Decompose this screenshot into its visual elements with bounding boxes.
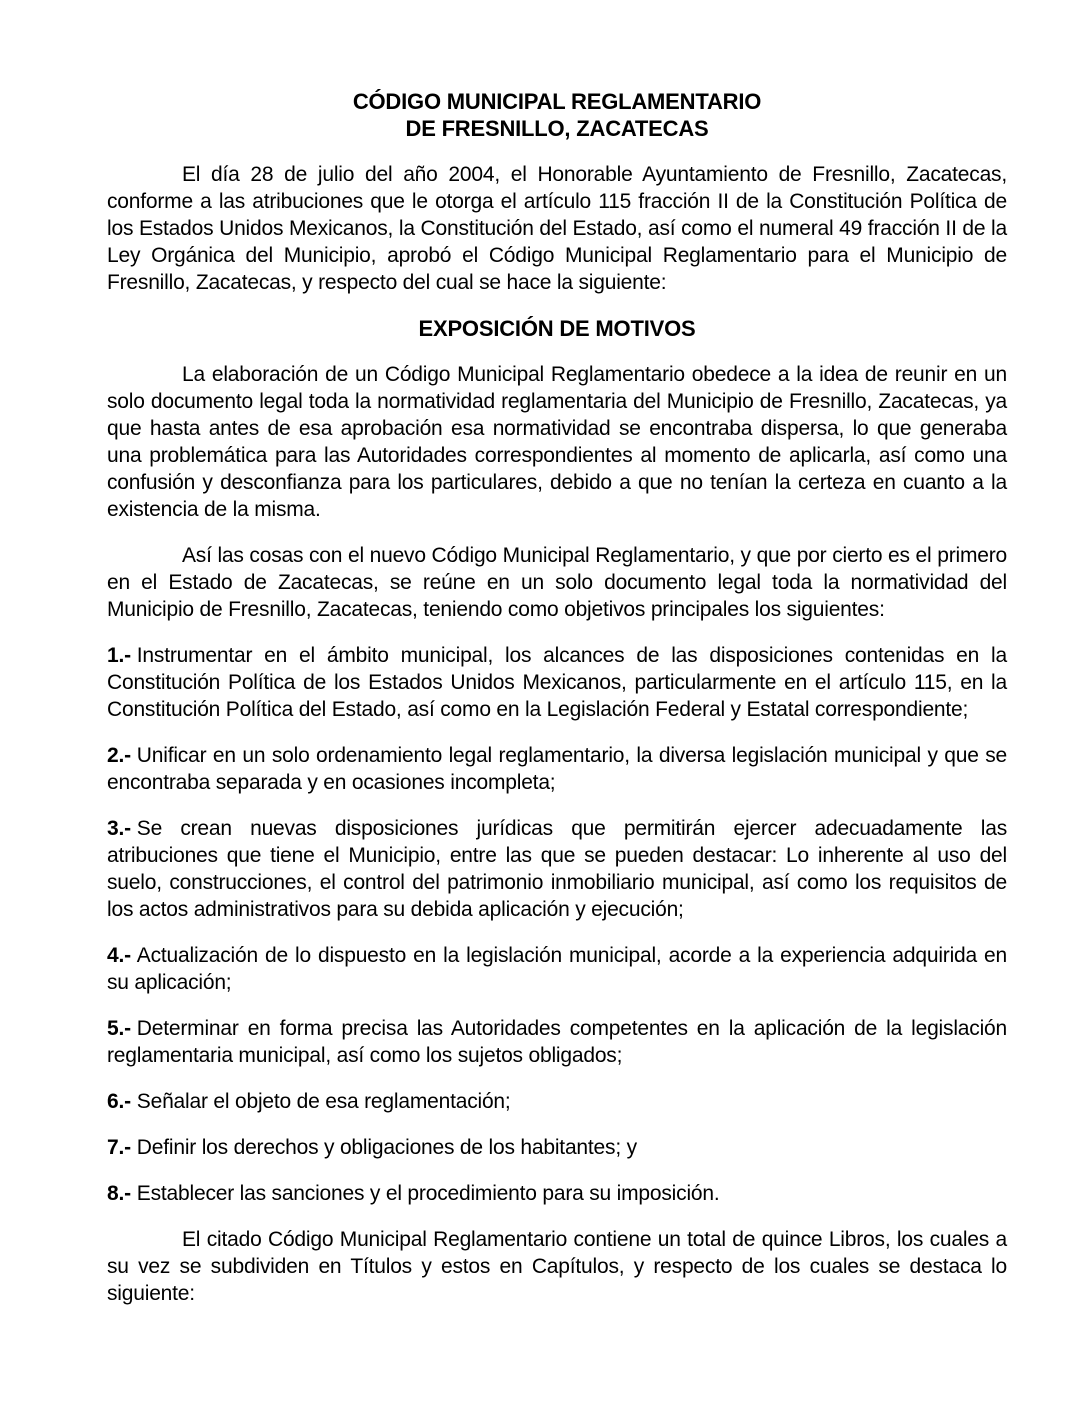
item-3-text: Se crean nuevas disposiciones jurídicas que permitirán ejercer adecuadamente las atribuciones que tiene el Municipio, entre las que se pueden destacar: Lo inherente al uso del suelo, construcciones, el control del patrimonio inmobiliario municipal, así como los requisitos de los actos administrativos para su debida aplicación y ejecución;	[107, 817, 1007, 921]
item-8-number: 8.-	[107, 1182, 131, 1205]
item-4-text: Actualización de lo dispuesto en la legislación municipal, acorde a la experiencia adquirida en su aplicación;	[107, 944, 1007, 994]
item-2-number: 2.-	[107, 744, 131, 767]
item-3-number: 3.-	[107, 817, 131, 840]
item-5-number: 5.-	[107, 1017, 131, 1040]
item-6-number: 6.-	[107, 1090, 131, 1113]
numbered-item-7	[107, 1134, 1007, 1161]
numbered-item-5	[107, 1015, 1007, 1069]
item-1-number: 1.-	[107, 644, 131, 667]
item-1-text: Instrumentar en el ámbito municipal, los alcances de las disposiciones contenidas en la Constitución Política de los Estados Unidos Mexicanos, particularmente en el artículo 115, en la Constitución Política del Estado, así como en la Legislación Federal y Estatal correspondiente;	[107, 644, 1007, 721]
item-4-number: 4.-	[107, 944, 131, 967]
section-heading: EXPOSICIÓN DE MOTIVOS	[418, 316, 696, 341]
closing-paragraph: El citado Código Municipal Reglamentario contiene un total de quince Libros, los cuales a su vez se subdividen en Títulos y estos en Capítulos, y respecto de los cuales se destaca lo siguiente:	[107, 1228, 1007, 1305]
item-7-text: Definir los derechos y obligaciones de los habitantes; y	[136, 1136, 637, 1159]
numbered-item-3	[107, 815, 1007, 923]
item-7-number: 7.-	[107, 1136, 131, 1159]
item-6-text: Señalar el objeto de esa reglamentación;	[136, 1090, 511, 1113]
item-5-text: Determinar en forma precisa las Autoridades competentes en la aplicación de la legislación reglamentaria municipal, así como los sujetos obligados;	[107, 1017, 1007, 1067]
item-8-text: Establecer las sanciones y el procedimiento para su imposición.	[136, 1182, 720, 1205]
numbered-item-2	[107, 742, 1007, 796]
motivos-paragraph-2: Así las cosas con el nuevo Código Municipal Reglamentario, y que por cierto es el primero en el Estado de Zacatecas, se reúne en un solo documento legal toda la normatividad del Municipio de Fresnillo, Zacatecas, teniendo como objetivos principales los siguientes:	[107, 544, 1007, 621]
motivos-paragraph-1: La elaboración de un Código Municipal Reglamentario obedece a la idea de reunir en un solo documento legal toda la normatividad reglamentaria del Municipio de Fresnillo, Zacatecas, ya que hasta antes de esa aprobación esa normatividad se encontraba dispersa, lo que generaba una problemática para las Autoridades correspondientes al momento de aplicarla, así como una confusión y desconfianza para los particulares, debido a que no tenían la certeza en cuanto a la existencia de la misma.	[107, 363, 1007, 521]
document-title-line2: DE FRESNILLO, ZACATECAS	[405, 116, 709, 141]
numbered-item-4	[107, 942, 1007, 996]
document-title-line1: CÓDIGO MUNICIPAL REGLAMENTARIO	[352, 89, 762, 114]
numbered-item-8	[107, 1180, 1007, 1207]
numbered-item-1	[107, 642, 1007, 723]
intro-paragraph: El día 28 de julio del año 2004, el Honorable Ayuntamiento de Fresnillo, Zacatecas, conforme a las atribuciones que le otorga el artículo 115 fracción II de la Constitución Política de los Estados Unidos Mexicanos, la Constitución del Estado, así como el numeral 49 fracción II de la Ley Orgánica del Municipio, aprobó el Código Municipal Reglamentario para el Municipio de Fresnillo, Zacatecas, y respecto del cual se hace la siguiente:	[107, 163, 1007, 294]
numbered-item-6	[107, 1088, 1007, 1115]
item-2-text: Unificar en un solo ordenamiento legal reglamentario, la diversa legislación municipal y que se encontraba separada y en ocasiones incompleta;	[107, 744, 1007, 794]
document-title	[107, 88, 1007, 142]
